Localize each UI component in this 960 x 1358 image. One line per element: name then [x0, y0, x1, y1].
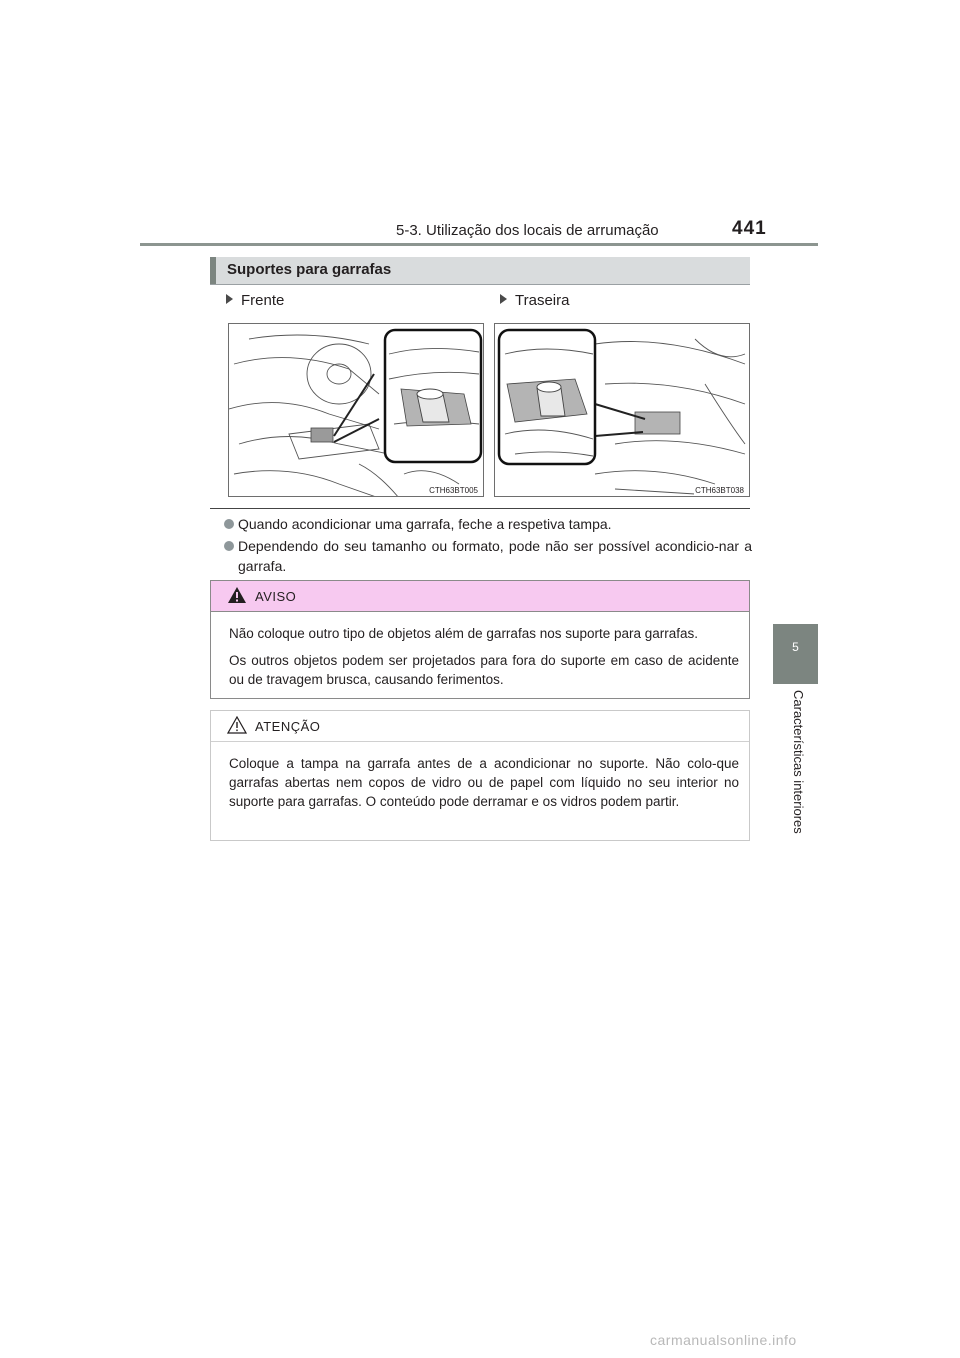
- figure-label-rear: Traseira: [500, 292, 569, 309]
- caution-icon: [227, 716, 247, 734]
- bullet-item: [224, 536, 752, 576]
- atencao-header: [211, 711, 749, 742]
- figure-code-front: CTH63BT005: [429, 486, 478, 495]
- bullet-text: Dependendo do seu tamanho ou formato, pode não ser possível acondicio-nar a garrafa.: [238, 538, 752, 574]
- section-heading-bar: [210, 257, 216, 284]
- bullet-item: [224, 514, 752, 534]
- section-heading-text: Suportes para garrafas: [227, 261, 392, 278]
- page-number: 441: [732, 218, 767, 239]
- figure-label-front: Frente: [226, 292, 284, 309]
- aviso-title: AVISO: [255, 589, 297, 604]
- atencao-box: [210, 710, 750, 841]
- figure-code-rear: CTH63BT038: [695, 486, 744, 495]
- atencao-body: [211, 742, 749, 829]
- triangle-right-icon: [226, 294, 233, 304]
- atencao-title: ATENÇÃO: [255, 719, 321, 734]
- aviso-paragraph: Os outros objetos podem ser projetados para fora do suporte em caso de acidente ou de travagem brusca, causando ferimentos.: [229, 653, 739, 687]
- header-rule: [140, 243, 818, 246]
- section-heading: [210, 257, 750, 285]
- watermark[interactable]: carmanualsonline.info: [650, 1332, 797, 1348]
- bullet-dot-icon: [224, 541, 234, 551]
- figure-rear: [494, 323, 750, 497]
- header-section-title: 5-3. Utilização dos locais de arrumação: [396, 222, 659, 239]
- figure-front: [228, 323, 484, 497]
- front-bottle-holder-illustration: [229, 324, 484, 497]
- bullet-dot-icon: [224, 519, 234, 529]
- atencao-paragraph: Coloque a tampa na garrafa antes de a acondicionar no suporte. Não colo-que garrafas abertas nem copos de vidro ou de papel com líquido no seu interior no suporte para garrafas. O conteúdo pode derramar e os vidros podem partir.: [229, 756, 739, 809]
- figure-rule: [210, 508, 750, 509]
- aviso-box: [210, 580, 750, 699]
- chapter-number: 5: [792, 640, 799, 654]
- aviso-body: [211, 612, 749, 707]
- bullet-text: Quando acondicionar uma garrafa, feche a respetiva tampa.: [238, 516, 612, 532]
- chapter-tab[interactable]: [773, 624, 818, 684]
- triangle-right-icon: [500, 294, 507, 304]
- rear-bottle-holder-illustration: [495, 324, 750, 497]
- chapter-tab-label: Características interiores: [791, 690, 806, 834]
- warning-icon: [227, 586, 247, 604]
- aviso-header: [211, 581, 749, 612]
- aviso-paragraph: Não coloque outro tipo de objetos além de garrafas nos suporte para garrafas.: [229, 626, 699, 641]
